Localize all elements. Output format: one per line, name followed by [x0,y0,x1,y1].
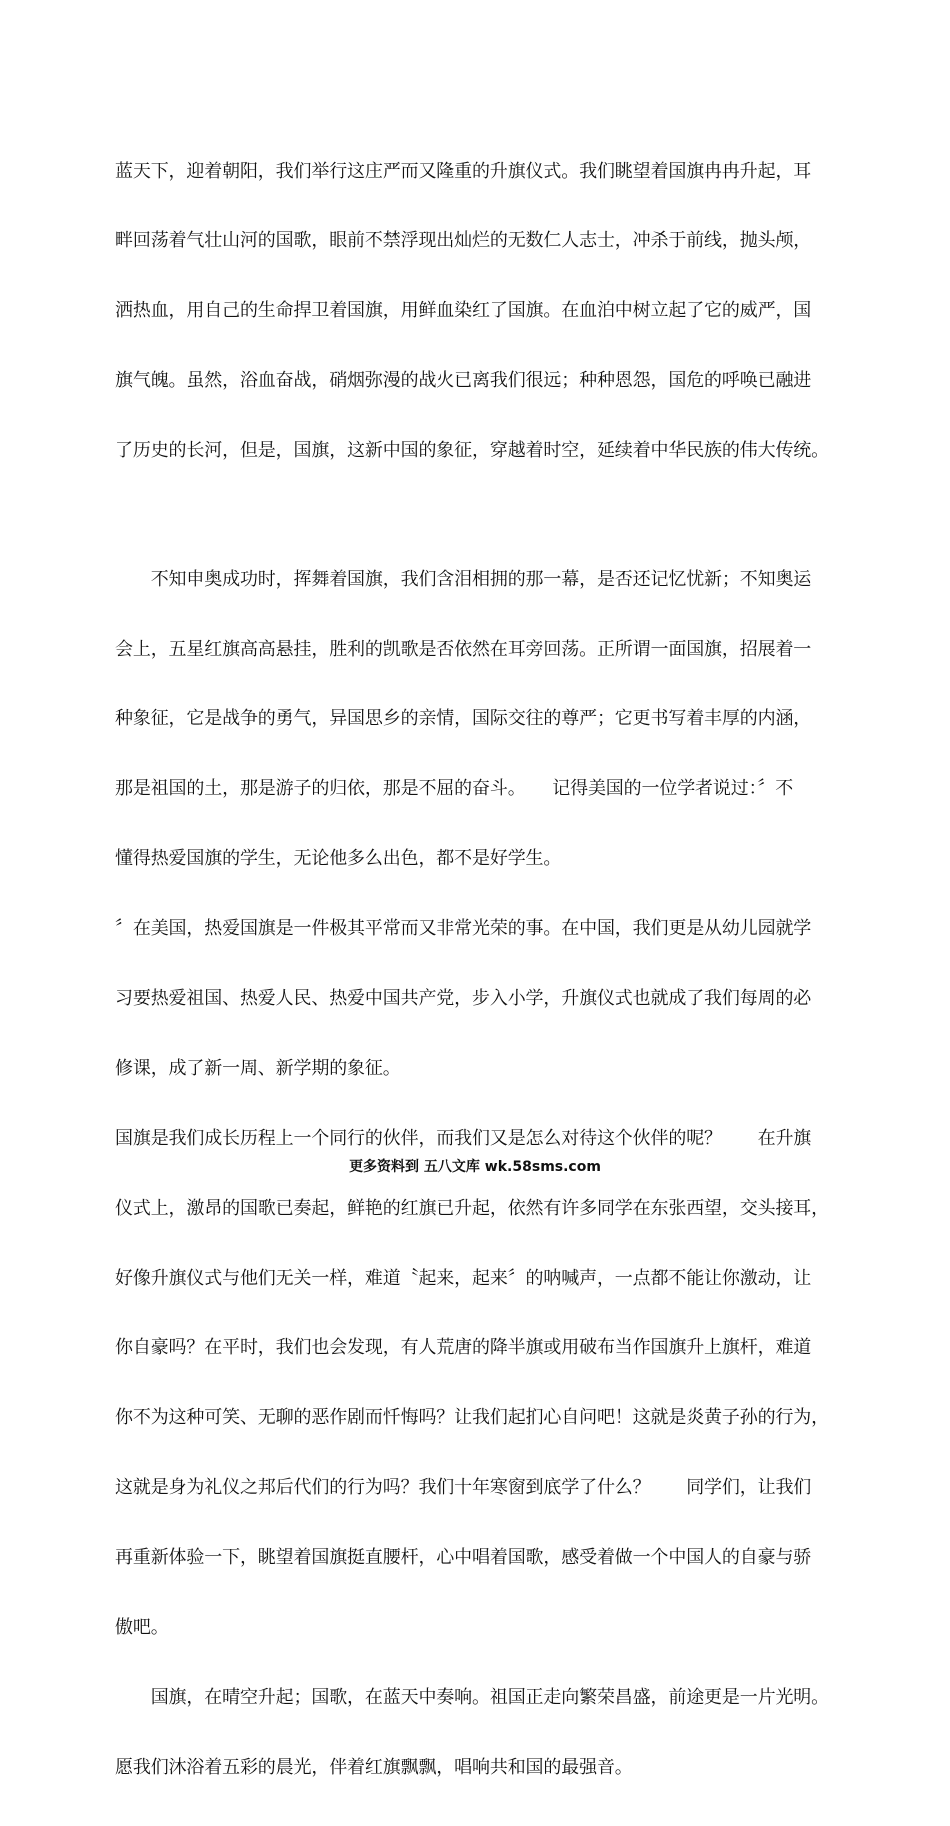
text-line: 你不为这种可笑、无聊的恶作剧而忏悔吗？让我们起扪心自问吧！这就是炎黄子孙的行为， [115,1407,829,1429]
text-line: 〞在美国，热爱国旗是一件极其平常而又非常光荣的事。在中国，我们更是从幼儿园就学 [115,918,812,940]
text-line: 好像升旗仪式与他们无关一样，难道〝起来，起来〞的呐喊声，一点都不能让你激动，让 [115,1267,812,1289]
text-line: 洒热血，用自己的生命捍卫着国旗，用鲜血染红了国旗。在血泊中树立起了它的威严，国 [115,300,812,322]
text-line: 国旗是我们成长历程上一个同行的伙伴，而我们又是怎么对待这个伙伴的呢？ 在升旗 [115,1127,812,1149]
text-line: 不知申奥成功时，挥舞着国旗，我们含泪相拥的那一幕，是否还记忆忧新；不知奥运 [115,568,812,590]
text-line: 傲吧。 [115,1617,169,1638]
text-line: 再重新体验一下，眺望着国旗挺直腰杆，心中唱着国歌，感受着做一个中国人的自豪与骄 [115,1547,812,1569]
text-line: 了历史的长河，但是，国旗，这新中国的象征，穿越着时空，延续着中华民族的伟大传统。 [115,440,829,462]
text-line: 蓝天下，迎着朝阳，我们举行这庄严而又隆重的升旗仪式。我们眺望着国旗冉冉升起，耳 [115,160,812,182]
text-line: 种象征，它是战争的勇气，异国思乡的亲情，国际交往的尊严；它更书写着丰厚的内涵， [115,708,812,730]
text-line: 国旗，在晴空升起；国歌，在蓝天中奏响。祖国正走向繁荣昌盛，前途更是一片光明。 [115,1686,829,1708]
text-line: 懂得热爱国旗的学生，无论他多么出色，都不是好学生。 [115,848,562,870]
footer-watermark: 更多资料到 五八文库 wk.58sms.com [349,1159,601,1175]
text-line: 你自豪吗？在平时，我们也会发现，有人荒唐的降半旗或用破布当作国旗升上旗杆，难道 [115,1337,812,1359]
text-line: 会上，五星红旗高高悬挂，胜利的凯歌是否依然在耳旁回荡。正所谓一面国旗，招展着一 [115,638,812,660]
text-line: 习要热爱祖国、热爱人民、热爱中国共产党，步入小学，升旗仪式也就成了我们每周的必 [115,987,812,1009]
text-line: 这就是身为礼仪之邦后代们的行为吗？我们十年寒窗到底学了什么？ 同学们，让我们 [115,1477,812,1499]
paragraph-gap [115,509,847,521]
text-line: 旗气魄。虽然，浴血奋战，硝烟弥漫的战火已离我们很远；种种恩怨，国危的呼唤已融进 [115,370,812,392]
text-line: 仪式上，激昂的国歌已奏起，鲜艳的红旗已升起，依然有许多同学在东张西望，交头接耳， [115,1197,829,1219]
text-line: 那是祖国的土，那是游子的归依，那是不屈的奋斗。 记得美国的一位学者说过：〞不 [115,778,794,800]
paragraph-1 [115,113,847,509]
text-line: 畔回荡着气壮山河的国歌，眼前不禁浮现出灿烂的无数仁人志士，冲杀于前线，抛头颅， [115,230,812,252]
text-line: 愿我们沐浴着五彩的晨光，伴着红旗飘飘，唱响共和国的最强音。 [115,1756,633,1778]
document-body [115,113,847,1826]
text-line: 修课，成了新一周、新学期的象征。 [115,1057,401,1079]
